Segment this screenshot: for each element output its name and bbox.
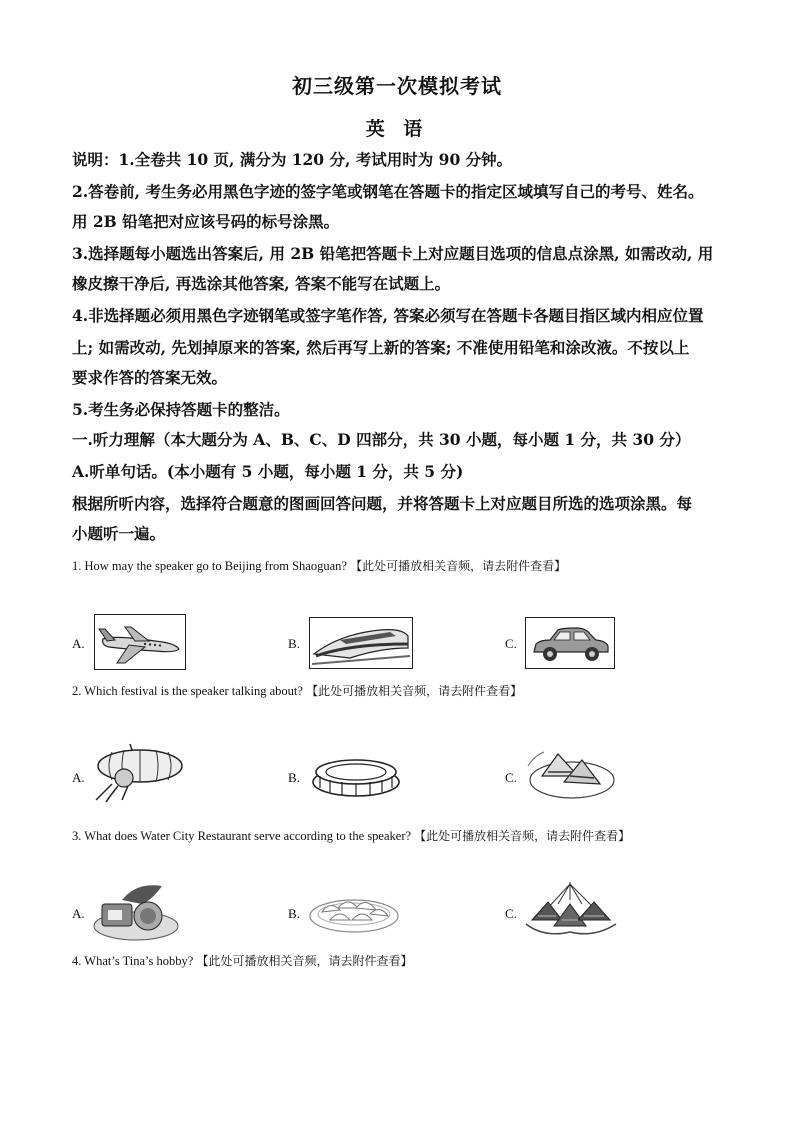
instruction-line: 2.答卷前, 考生务必用黑色字迹的签字笔或钢笔在答题卡的指定区域填写自己的考号、姓名。 (72, 182, 704, 201)
question-text: 2. Which festival is the speaker talking about? (72, 684, 303, 698)
high-speed-train-icon[interactable] (309, 617, 413, 669)
instruction-line: 要求作答的答案无效。 (72, 368, 228, 387)
question-text: 4. What’s Tina’s hobby? (72, 954, 194, 968)
directions-line: 小题听一遍。 (72, 524, 166, 543)
part-a-heading: A.听单句话。(本小题有 5 小题，每小题 1 分，共 5 分) (72, 462, 464, 481)
exam-title: 初三级第一次模拟考试 (292, 74, 502, 98)
question-2 (72, 682, 522, 699)
option-label[interactable]: B. (288, 636, 300, 651)
question-1 (72, 557, 566, 574)
question-text: 3. What does Water City Restaurant serve according to the speaker? (72, 829, 412, 843)
question-4 (72, 952, 412, 969)
option-label[interactable]: C. (505, 770, 517, 785)
option-label[interactable]: C. (505, 906, 517, 921)
option-label[interactable]: C. (505, 636, 517, 651)
instruction-line: 用 2B 铅笔把对应该号码的标号涂黑。 (72, 212, 340, 231)
option-label[interactable]: A. (72, 906, 85, 921)
audio-note[interactable]: 【此处可播放相关音频，请去附件查看】 (196, 954, 413, 968)
dumplings-plate-icon[interactable] (308, 890, 400, 934)
option-label[interactable]: B. (288, 906, 300, 921)
instruction-line: 上; 如需改动, 先划掉原来的答案, 然后再写上新的答案; 不准使用铅笔和涂改液。不按以上 (72, 338, 690, 357)
instruction-line: 4.非选择题必须用黑色字迹钢笔或签字笔作答, 答案必须写在答题卡各题目指区域内相应位置 (72, 306, 704, 325)
audio-note[interactable]: 【此处可播放相关音频，请去附件查看】 (350, 559, 567, 573)
instruction-line: 橡皮擦干净后, 再选涂其他答案, 答案不能写在试题上。 (72, 274, 451, 293)
mooncake-icon[interactable] (310, 754, 402, 798)
zongzi-icon[interactable] (524, 746, 616, 802)
audio-note[interactable]: 【此处可播放相关音频，请去附件查看】 (306, 684, 523, 698)
mooncakes-plate-icon[interactable] (92, 880, 180, 942)
directions-line: 根据所听内容，选择符合题意的图画回答问题，并将答题卡上对应题目所选的选项涂黑。每 (72, 494, 693, 513)
zongzi-bunch-icon[interactable] (524, 880, 618, 940)
question-text: 1. How may the speaker go to Beijing from Shaoguan? (72, 559, 347, 573)
instruction-line: 5.考生务必保持答题卡的整洁。 (72, 400, 290, 419)
option-label[interactable]: A. (72, 636, 85, 651)
section-heading: 一.听力理解（本大题分为 A、B、C、D 四部分，共 30 小题，每小题 1 分，共 30 分） (72, 430, 691, 449)
airplane-icon[interactable] (94, 614, 186, 670)
audio-note[interactable]: 【此处可播放相关音频，请去附件查看】 (414, 829, 631, 843)
option-label[interactable]: A. (72, 770, 85, 785)
subject-title: 英 语 (365, 118, 429, 140)
lantern-icon[interactable] (92, 742, 188, 804)
instruction-line: 3.选择题每小题选出答案后, 用 2B 铅笔把答题卡上对应题目选项的信息点涂黑, 如需改动, 用 (72, 244, 714, 263)
option-label[interactable]: B. (288, 770, 300, 785)
car-icon[interactable] (525, 617, 615, 669)
instruction-line: 说明：1.全卷共 10 页, 满分为 120 分, 考试用时为 90 分钟。 (72, 150, 513, 169)
question-3 (72, 827, 630, 844)
